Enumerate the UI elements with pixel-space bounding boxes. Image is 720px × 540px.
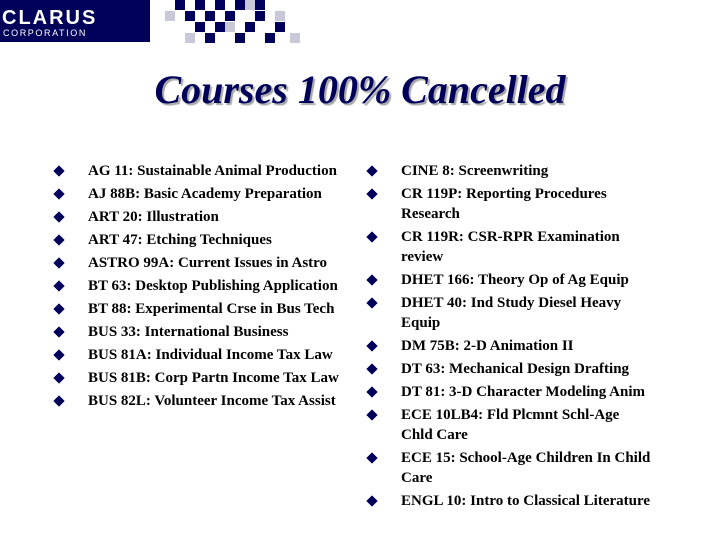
course-label: BT 88: Experimental Crse in Bus Tech — [88, 301, 335, 317]
course-item — [363, 405, 653, 445]
diamond-bullet-icon — [366, 495, 377, 506]
diamond-bullet-icon — [53, 303, 64, 314]
diamond-bullet-icon — [366, 165, 377, 176]
course-item — [50, 345, 350, 365]
course-item — [363, 491, 653, 511]
diamond-bullet-icon — [53, 234, 64, 245]
diamond-bullet-icon — [53, 395, 64, 406]
diamond-bullet-icon — [53, 372, 64, 383]
course-label: ENGL 10: Intro to Classical Literature — [401, 493, 651, 509]
left-course-list — [50, 161, 350, 414]
diamond-bullet-icon — [53, 188, 64, 199]
course-label: BUS 33: International Business — [88, 324, 289, 340]
course-label: ECE 15: School-Age Children In Child Care — [401, 450, 651, 486]
course-item — [50, 322, 350, 342]
course-item — [363, 184, 653, 224]
course-item — [50, 391, 350, 411]
diamond-bullet-icon — [53, 211, 64, 222]
course-item — [50, 230, 350, 250]
course-item — [363, 227, 653, 267]
course-item — [363, 161, 653, 181]
course-item — [50, 368, 350, 388]
course-label: DM 75B: 2-D Animation II — [401, 338, 574, 354]
course-item — [50, 207, 350, 227]
course-label: DT 81: 3-D Character Modeling Anim — [401, 384, 646, 400]
course-label: DT 63: Mechanical Design Drafting — [401, 361, 630, 377]
diamond-bullet-icon — [53, 326, 64, 337]
diamond-bullet-icon — [53, 165, 64, 176]
course-item — [363, 336, 653, 356]
course-item — [363, 359, 653, 379]
course-label: CR 119R: CSR-RPR Examination review — [401, 229, 620, 265]
course-label: BT 63: Desktop Publishing Application — [88, 278, 338, 294]
diamond-bullet-icon — [366, 231, 377, 242]
diamond-bullet-icon — [366, 363, 377, 374]
course-label: ART 47: Etching Techniques — [88, 232, 272, 248]
course-item — [50, 299, 350, 319]
course-label: BUS 81A: Individual Income Tax Law — [88, 347, 333, 363]
diamond-bullet-icon — [366, 188, 377, 199]
course-label: ECE 10LB4: Fld Plcmnt Schl-Age Chld Care — [401, 407, 620, 443]
course-label: ART 20: Illustration — [88, 209, 219, 225]
course-label: AJ 88B: Basic Academy Preparation — [88, 186, 322, 202]
course-item — [363, 270, 653, 290]
course-item — [50, 276, 350, 296]
course-label: CINE 8: Screenwriting — [401, 163, 549, 179]
diamond-bullet-icon — [366, 386, 377, 397]
course-label: BUS 82L: Volunteer Income Tax Assist — [88, 393, 336, 409]
page-title: Courses 100% Cancelled — [154, 67, 566, 112]
course-item — [50, 253, 350, 273]
course-label: DHET 40: Ind Study Diesel Heavy Equip — [401, 295, 622, 331]
course-item — [50, 184, 350, 204]
course-item — [363, 382, 653, 402]
course-label: AG 11: Sustainable Animal Production — [88, 163, 337, 179]
diamond-bullet-icon — [366, 340, 377, 351]
diamond-bullet-icon — [366, 452, 377, 463]
diamond-bullet-icon — [366, 297, 377, 308]
logo-name: CLARUS — [2, 7, 98, 29]
course-item — [50, 161, 350, 181]
diamond-bullet-icon — [53, 257, 64, 268]
diamond-bullet-icon — [366, 274, 377, 285]
diamond-bullet-icon — [53, 349, 64, 360]
diamond-bullet-icon — [366, 409, 377, 420]
course-label: BUS 81B: Corp Partn Income Tax Law — [88, 370, 339, 386]
course-label: ASTRO 99A: Current Issues in Astro — [88, 255, 328, 271]
course-item — [363, 293, 653, 333]
course-label: DHET 166: Theory Op of Ag Equip — [401, 272, 629, 288]
diamond-bullet-icon — [53, 280, 64, 291]
logo-subtitle: CORPORATION — [3, 28, 87, 38]
logo — [0, 0, 150, 42]
right-course-list — [363, 161, 653, 514]
checker-pattern-icon — [155, 0, 305, 44]
course-label: CR 119P: Reporting Procedures Research — [401, 186, 607, 222]
course-item — [363, 448, 653, 488]
